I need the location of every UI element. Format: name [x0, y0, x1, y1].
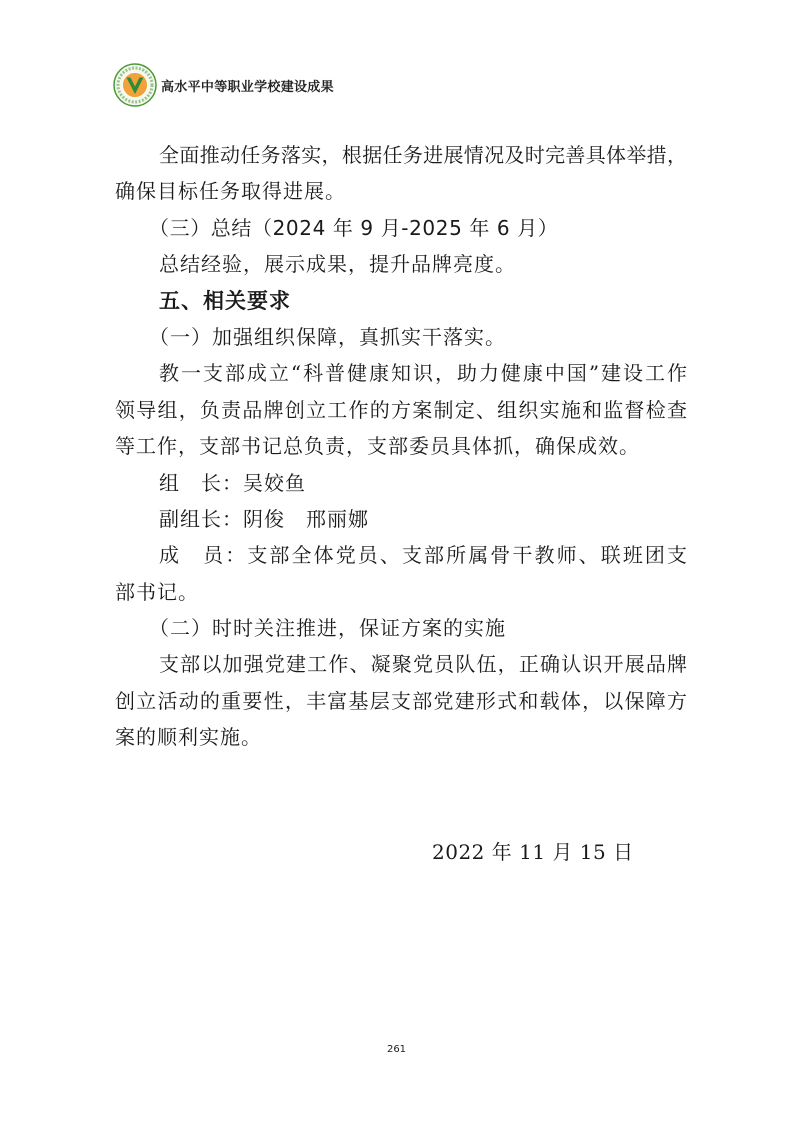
section-heading-text: 五、相关要求: [159, 288, 291, 313]
subsection-heading: [115, 610, 687, 646]
subsection-heading: [115, 319, 687, 355]
paragraph-line: 等工作，支部书记总负责，支部委员具体抓，确保成效。: [115, 434, 640, 459]
subsection-heading: [115, 210, 687, 246]
paragraph: [115, 646, 687, 755]
section-heading: [115, 283, 687, 319]
paragraph-line: 领导组，负责品牌创立工作的方案制定、组织实施和监督检查: [115, 397, 687, 422]
document-body: [115, 137, 687, 756]
subsection-heading-text: （二）时时关注推进，保证方案的实施: [149, 616, 506, 641]
paragraph-line: 部书记。: [115, 579, 199, 604]
deputy-leader-line: [115, 501, 687, 537]
paragraph-line: 副组长：阴俊 邢丽娜: [159, 506, 369, 531]
paragraph-line: 案的顺利实施。: [115, 725, 262, 750]
paragraph-line: 教一支部成立“科普健康知识，助力健康中国”建设工作: [159, 361, 687, 386]
paragraph-line: 确保目标任务取得进展。: [115, 179, 346, 204]
header-title: 高水平中等职业学校建设成果: [161, 79, 334, 95]
members-paragraph: [115, 537, 687, 610]
paragraph: [115, 355, 687, 464]
paragraph-line: 支部以加强党建工作、凝聚党员队伍，正确认识开展品牌: [159, 652, 687, 677]
paragraph: [115, 246, 687, 282]
subsection-heading-text: （三）总结（2024 年 9 月-2025 年 6 月）: [149, 215, 559, 240]
page-header: [113, 63, 334, 107]
paragraph-line: 创立活动的重要性，丰富基层支部党建形式和载体，以保障方: [115, 688, 687, 713]
paragraph-line: 成 员：支部全体党员、支部所属骨干教师、联班团支: [159, 543, 687, 568]
paragraph-line: 总结经验，展示成果，提升品牌亮度。: [159, 252, 516, 277]
team-leader-line: [115, 465, 687, 501]
paragraph: [115, 137, 687, 210]
school-emblem-icon: [113, 63, 157, 107]
paragraph-line: 全面推动任务落实，根据任务进展情况及时完善具体举措，: [159, 143, 687, 167]
paragraph-line: 组 长：吴姣鱼: [159, 470, 306, 495]
subsection-heading-text: （一）加强组织保障，真抓实干落实。: [149, 324, 506, 349]
page-number: 261: [386, 1044, 407, 1055]
signature-date: 2022 年 11 月 15 日: [432, 840, 634, 864]
